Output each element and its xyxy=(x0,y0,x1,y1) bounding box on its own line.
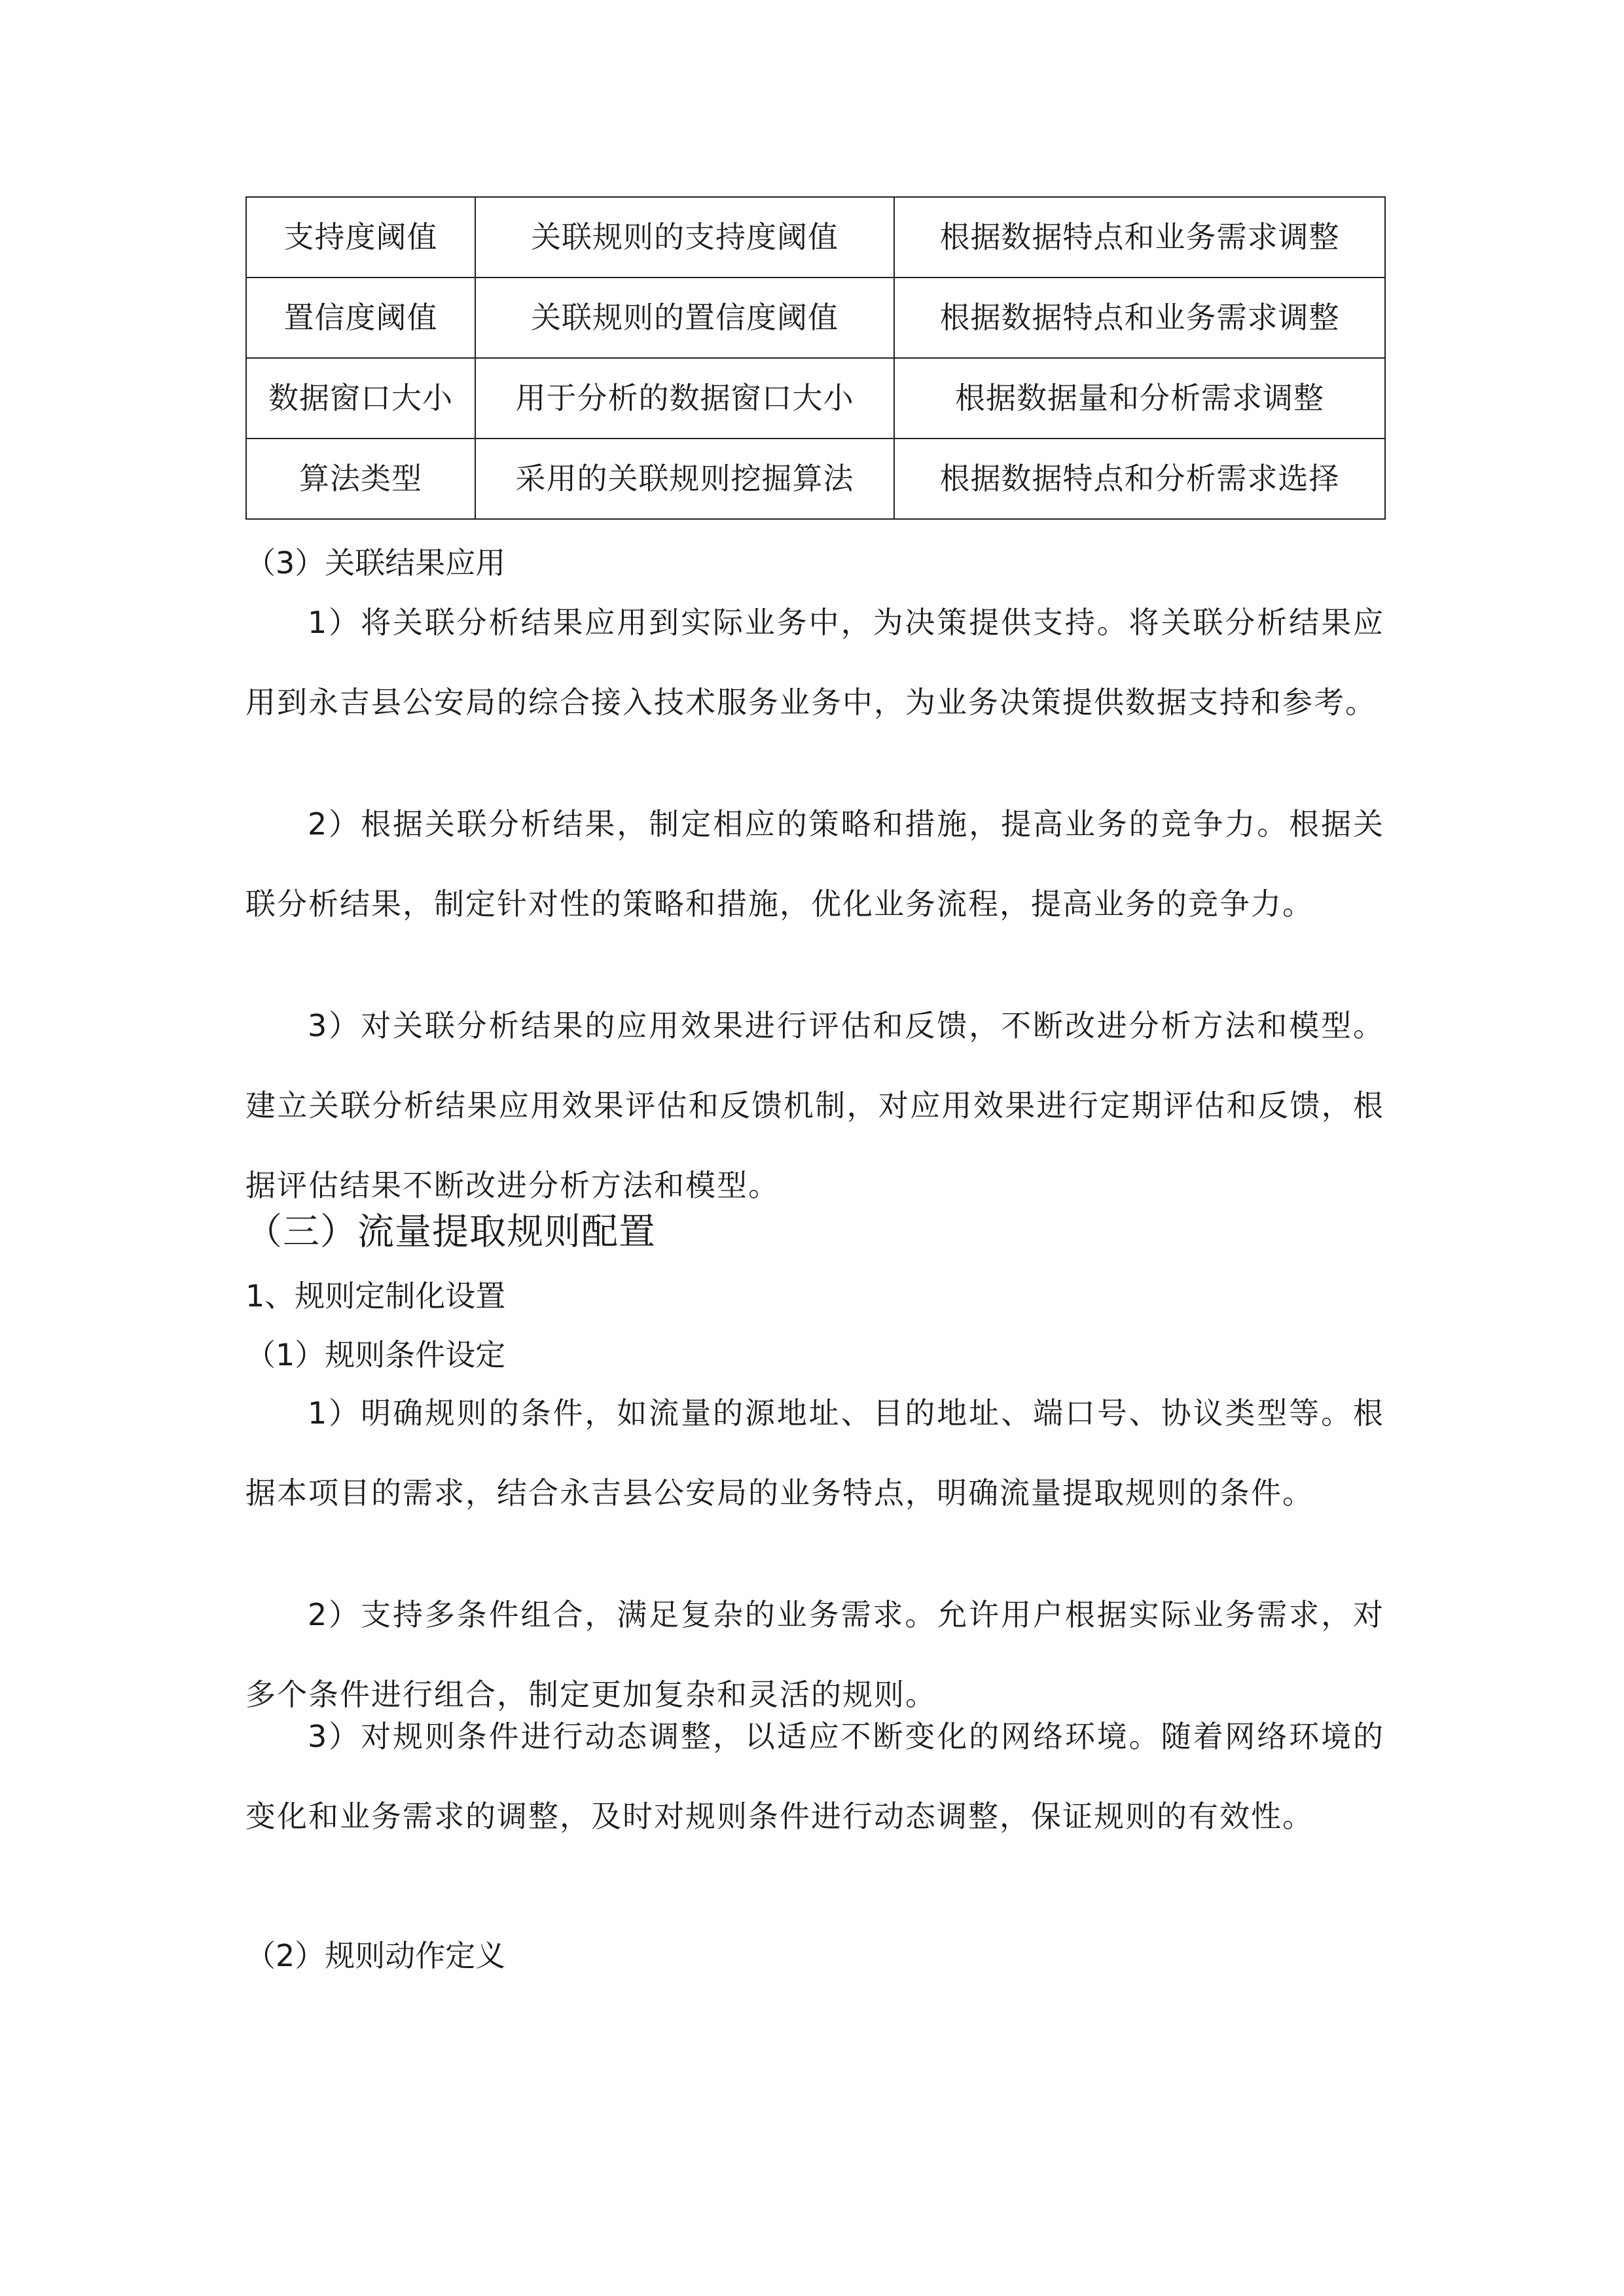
table-cell: 根据数据特点和业务需求调整 xyxy=(894,278,1385,358)
paragraph: 3）对关联分析结果的应用效果进行评估和反馈，不断改进分析方法和模型。建立关联分析结果应用效果评估和反馈机制，对应用效果进行定期评估和反馈，根据评估结果不断改进分析方法和模型。 xyxy=(245,1008,1384,1203)
table-row xyxy=(246,197,1385,278)
section-heading: 1、规则定制化设置 xyxy=(245,1278,506,1314)
paragraph: 1）将关联分析结果应用到实际业务中，为决策提供支持。将关联分析结果应用到永吉县公安局的综合接入技术服务业务中，为业务决策提供数据支持和参考。 xyxy=(245,605,1384,720)
paragraph: 2）根据关联分析结果，制定相应的策略和措施，提高业务的竞争力。根据关联分析结果，制定针对性的策略和措施，优化业务流程，提高业务的竞争力。 xyxy=(245,806,1384,922)
section-heading: （3）关联结果应用 xyxy=(245,545,506,581)
table-cell: 根据数据量和分析需求调整 xyxy=(894,358,1385,439)
table-row xyxy=(246,278,1385,358)
paragraph: 3）对规则条件进行动态调整，以适应不断变化的网络环境。随着网络环境的变化和业务需求的调整，及时对规则条件进行动态调整，保证规则的有效性。 xyxy=(245,1719,1384,1834)
table-cell: 置信度阈值 xyxy=(246,278,475,358)
table-cell: 支持度阈值 xyxy=(246,197,475,278)
table-cell: 采用的关联规则挖掘算法 xyxy=(475,439,894,519)
table-cell: 用于分析的数据窗口大小 xyxy=(475,358,894,439)
chapter-title: （三）流量提取规则配置 xyxy=(245,1211,656,1253)
table-cell: 关联规则的置信度阈值 xyxy=(475,278,894,358)
table-row xyxy=(246,358,1385,439)
table-cell: 数据窗口大小 xyxy=(246,358,475,439)
parameter-table xyxy=(245,196,1386,520)
table-cell: 关联规则的支持度阈值 xyxy=(475,197,894,278)
table-cell: 根据数据特点和分析需求选择 xyxy=(894,439,1385,519)
subsection-heading: （1）规则条件设定 xyxy=(245,1337,506,1372)
table-row xyxy=(246,439,1385,519)
subsection-heading: （2）规则动作定义 xyxy=(245,1938,506,1973)
paragraph: 2）支持多条件组合，满足复杂的业务需求。允许用户根据实际业务需求，对多个条件进行组合，制定更加复杂和灵活的规则。 xyxy=(245,1597,1384,1712)
table-cell: 根据数据特点和业务需求调整 xyxy=(894,197,1385,278)
paragraph: 1）明确规则的条件，如流量的源地址、目的地址、端口号、协议类型等。根据本项目的需求，结合永吉县公安局的业务特点，明确流量提取规则的条件。 xyxy=(245,1395,1384,1511)
table-cell: 算法类型 xyxy=(246,439,475,519)
